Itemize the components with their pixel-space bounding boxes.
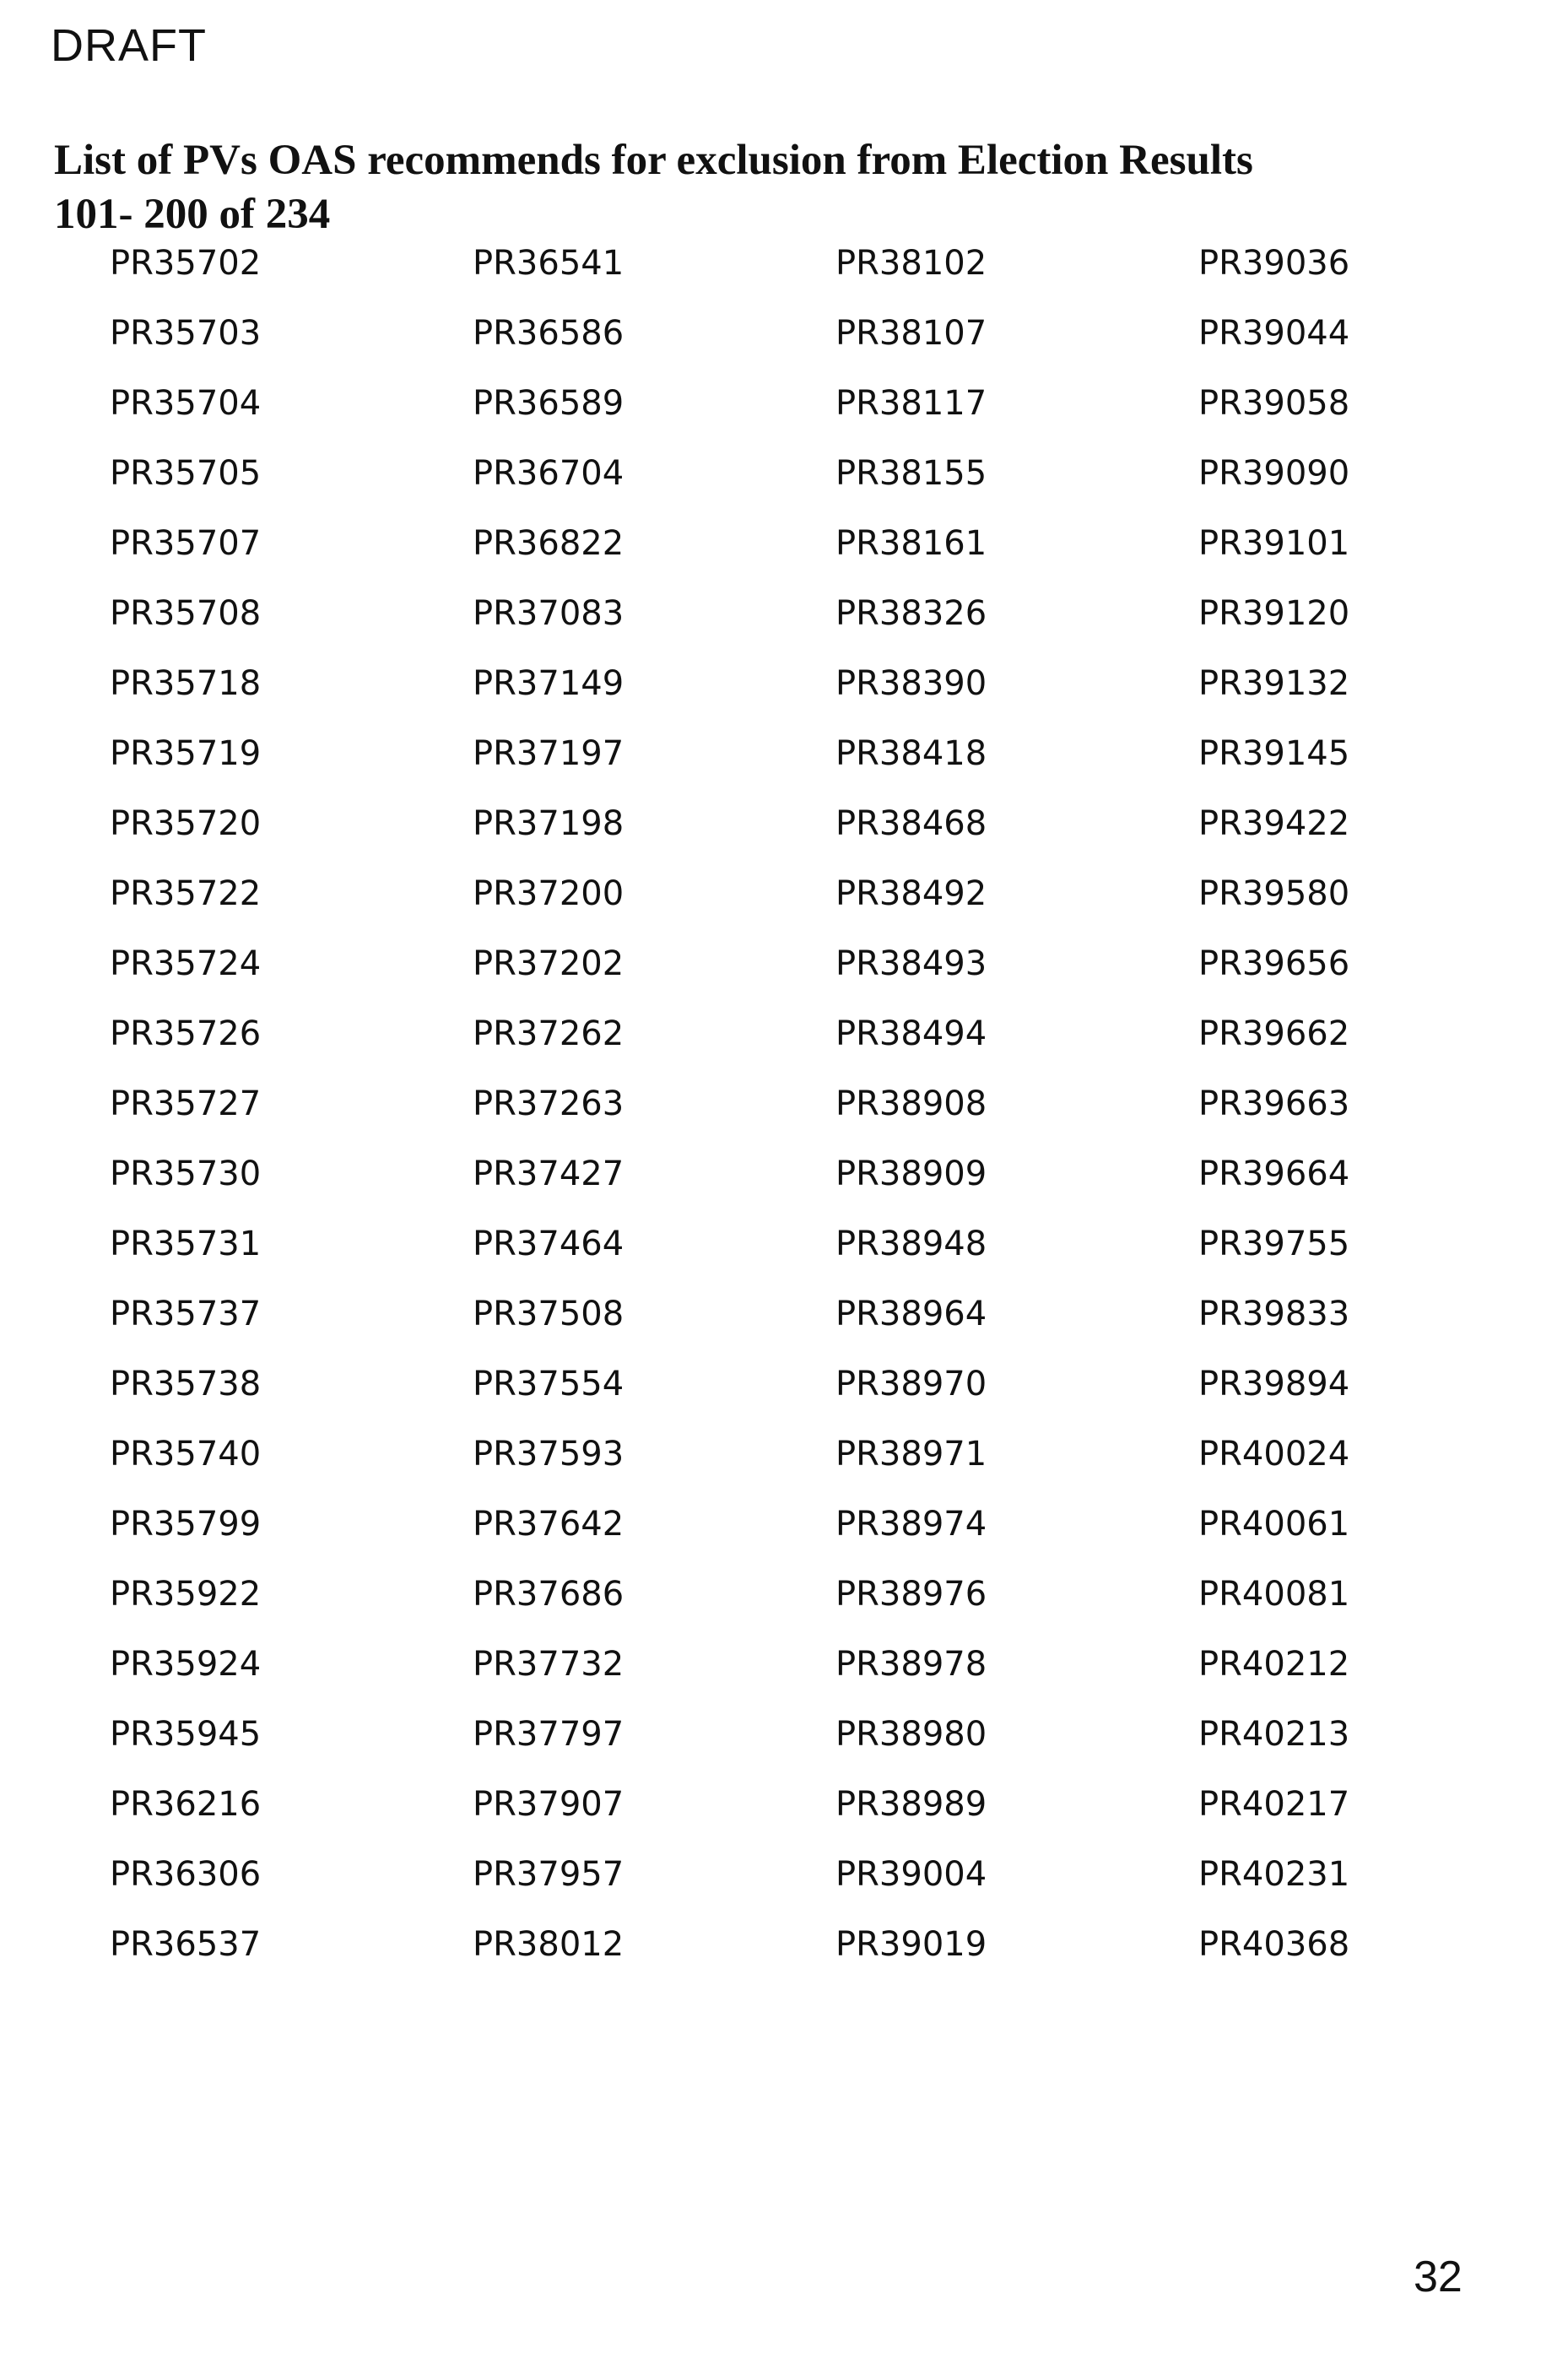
pv-code-cell: PR38161 [835, 524, 987, 563]
pv-list-table [110, 238, 1561, 1989]
pv-code-cell: PR36541 [473, 244, 624, 283]
pv-code-cell: PR38012 [473, 1925, 624, 1964]
pv-code-cell: PR38976 [835, 1575, 987, 1614]
pv-code-cell: PR40212 [1198, 1645, 1350, 1684]
pv-code-cell: PR39058 [1198, 384, 1350, 423]
pv-code-cell: PR39894 [1198, 1365, 1350, 1403]
pv-code-cell: PR37732 [473, 1645, 624, 1684]
pv-code-cell: PR37593 [473, 1435, 624, 1474]
pv-code-cell: PR38390 [835, 664, 987, 703]
pv-code-cell: PR38102 [835, 244, 987, 283]
pv-code-cell: PR35726 [110, 1014, 262, 1053]
pv-code-cell: PR38494 [835, 1014, 987, 1053]
pv-code-cell: PR38978 [835, 1645, 987, 1684]
pv-code-cell: PR40081 [1198, 1575, 1350, 1614]
pv-code-cell: PR37642 [473, 1505, 624, 1544]
pv-code-cell: PR38155 [835, 454, 987, 493]
pv-code-cell: PR35945 [110, 1715, 262, 1754]
pv-code-cell: PR37686 [473, 1575, 624, 1614]
pv-code-cell: PR39132 [1198, 664, 1350, 703]
pv-code-cell: PR39580 [1198, 874, 1350, 913]
pv-code-cell: PR36589 [473, 384, 624, 423]
pv-code-cell: PR40024 [1198, 1435, 1350, 1474]
pv-code-cell: PR39656 [1198, 944, 1350, 983]
pv-code-cell: PR38418 [835, 734, 987, 773]
pv-code-cell: PR35708 [110, 594, 262, 633]
pv-code-cell: PR40368 [1198, 1925, 1350, 1964]
pv-code-cell: PR38493 [835, 944, 987, 983]
pv-code-cell: PR37797 [473, 1715, 624, 1754]
draft-label: DRAFT [51, 20, 207, 71]
pv-code-cell: PR38468 [835, 804, 987, 843]
pv-code-cell: PR36704 [473, 454, 624, 493]
title-line-2: 101- 200 of 234 [54, 191, 331, 238]
pv-code-cell: PR40217 [1198, 1785, 1350, 1824]
pv-code-cell: PR39833 [1198, 1295, 1350, 1333]
pv-code-cell: PR39755 [1198, 1225, 1350, 1263]
pv-code-cell: PR37957 [473, 1855, 624, 1894]
pv-code-cell: PR35737 [110, 1295, 262, 1333]
pv-code-cell: PR35799 [110, 1505, 262, 1544]
pv-code-cell: PR39101 [1198, 524, 1350, 563]
pv-code-cell: PR37427 [473, 1155, 624, 1193]
pv-code-cell: PR39145 [1198, 734, 1350, 773]
pv-code-cell: PR38971 [835, 1435, 987, 1474]
pv-code-cell: PR37508 [473, 1295, 624, 1333]
pv-code-cell: PR35730 [110, 1155, 262, 1193]
pv-code-cell: PR37083 [473, 594, 624, 633]
pv-code-cell: PR35922 [110, 1575, 262, 1614]
pv-code-cell: PR37263 [473, 1084, 624, 1123]
pv-code-cell: PR35924 [110, 1645, 262, 1684]
pv-code-cell: PR37464 [473, 1225, 624, 1263]
pv-code-cell: PR37907 [473, 1785, 624, 1824]
pv-code-cell: PR39422 [1198, 804, 1350, 843]
pv-code-cell: PR39004 [835, 1855, 987, 1894]
pv-code-cell: PR39662 [1198, 1014, 1350, 1053]
pv-code-cell: PR35705 [110, 454, 262, 493]
pv-code-cell: PR37554 [473, 1365, 624, 1403]
pv-code-cell: PR35702 [110, 244, 262, 283]
pv-code-cell: PR35740 [110, 1435, 262, 1474]
pv-code-cell: PR38989 [835, 1785, 987, 1824]
pv-code-cell: PR35720 [110, 804, 262, 843]
pv-code-cell: PR35722 [110, 874, 262, 913]
pv-code-cell: PR38326 [835, 594, 987, 633]
pv-code-cell: PR37200 [473, 874, 624, 913]
pv-code-cell: PR38980 [835, 1715, 987, 1754]
pv-code-cell: PR38970 [835, 1365, 987, 1403]
pv-code-cell: PR39044 [1198, 314, 1350, 353]
pv-code-cell: PR35727 [110, 1084, 262, 1123]
page-number: 32 [1414, 2253, 1463, 2301]
pv-code-cell: PR36586 [473, 314, 624, 353]
pv-code-cell: PR39663 [1198, 1084, 1350, 1123]
pv-code-cell: PR35707 [110, 524, 262, 563]
pv-code-cell: PR39090 [1198, 454, 1350, 493]
pv-code-cell: PR36822 [473, 524, 624, 563]
pv-code-cell: PR38974 [835, 1505, 987, 1544]
pv-code-cell: PR35731 [110, 1225, 262, 1263]
pv-code-cell: PR38908 [835, 1084, 987, 1123]
pv-code-cell: PR38948 [835, 1225, 987, 1263]
document-title [54, 133, 1489, 241]
pv-code-cell: PR39120 [1198, 594, 1350, 633]
pv-code-cell: PR38909 [835, 1155, 987, 1193]
pv-code-cell: PR37149 [473, 664, 624, 703]
pv-code-cell: PR37262 [473, 1014, 624, 1053]
pv-code-cell: PR35703 [110, 314, 262, 353]
pv-code-cell: PR38492 [835, 874, 987, 913]
pv-code-cell: PR38107 [835, 314, 987, 353]
pv-code-cell: PR37198 [473, 804, 624, 843]
pv-code-cell: PR38117 [835, 384, 987, 423]
pv-code-cell: PR39664 [1198, 1155, 1350, 1193]
pv-code-cell: PR35718 [110, 664, 262, 703]
pv-code-cell: PR35704 [110, 384, 262, 423]
pv-code-cell: PR39019 [835, 1925, 987, 1964]
pv-code-cell: PR35724 [110, 944, 262, 983]
pv-code-cell: PR37202 [473, 944, 624, 983]
pv-code-cell: PR40231 [1198, 1855, 1350, 1894]
pv-code-cell: PR36537 [110, 1925, 262, 1964]
pv-code-cell: PR40213 [1198, 1715, 1350, 1754]
pv-code-cell: PR40061 [1198, 1505, 1350, 1544]
title-line-1: List of PVs OAS recommends for exclusion from Election Results [54, 137, 1253, 184]
pv-code-cell: PR39036 [1198, 244, 1350, 283]
pv-code-cell: PR38964 [835, 1295, 987, 1333]
pv-code-cell: PR36306 [110, 1855, 262, 1894]
pv-code-cell: PR36216 [110, 1785, 262, 1824]
pv-code-cell: PR35738 [110, 1365, 262, 1403]
pv-code-cell: PR37197 [473, 734, 624, 773]
pv-code-cell: PR35719 [110, 734, 262, 773]
